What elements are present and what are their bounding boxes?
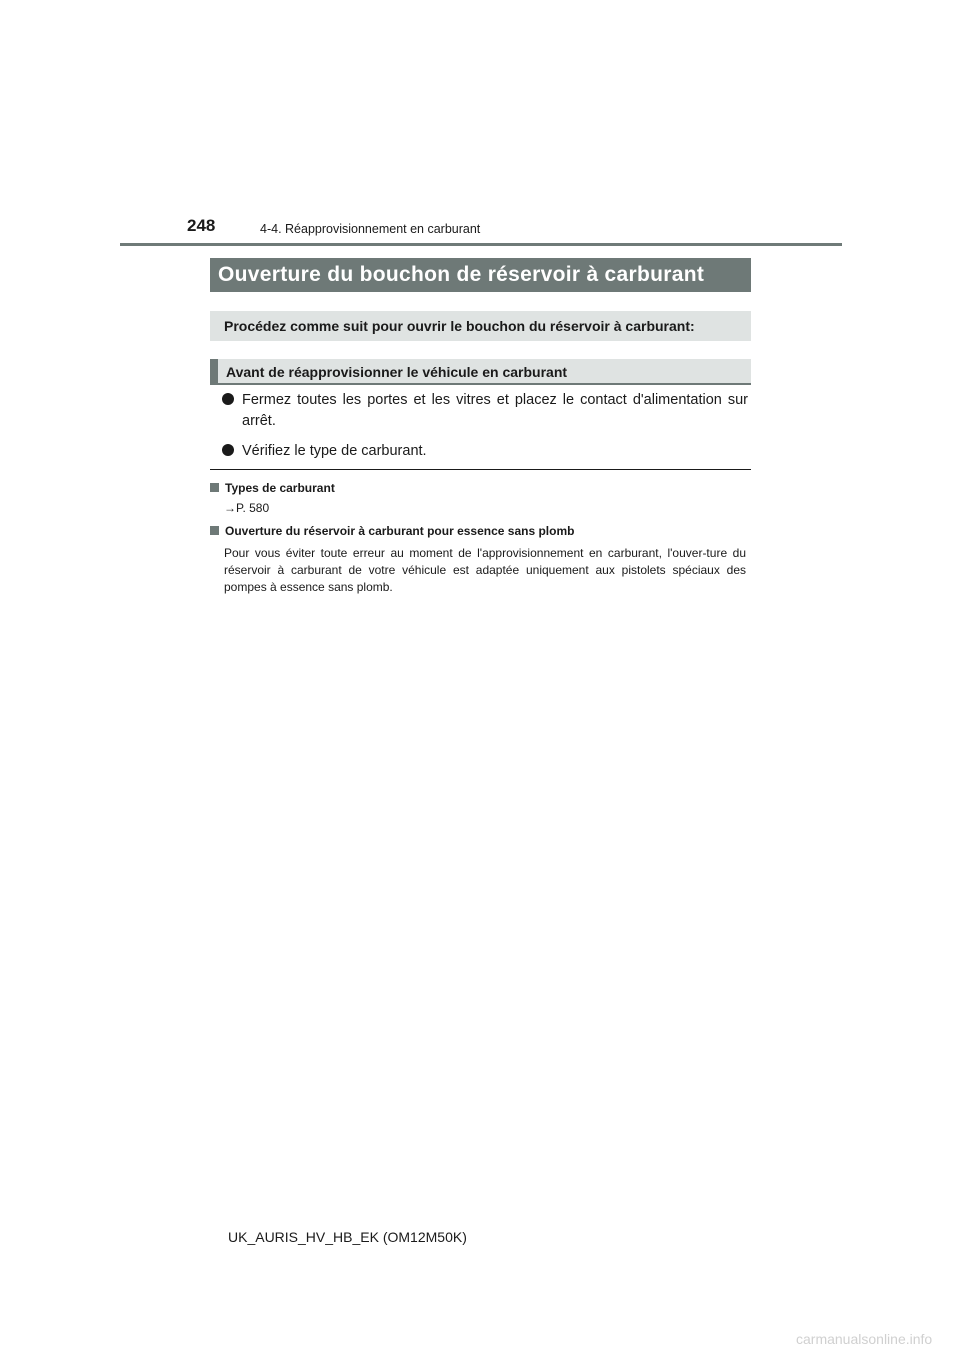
square-bullet-icon — [210, 483, 219, 492]
bullet-text: Fermez toutes les portes et les vitres et placez le contact d'alimentation sur arrêt. — [242, 392, 748, 429]
intro-box: Procédez comme suit pour ouvrir le bouchon du réservoir à carburant: — [210, 311, 751, 341]
list-item — [222, 390, 748, 432]
page-reference-link[interactable]: →P. 580 — [224, 501, 270, 515]
list-item — [222, 441, 748, 462]
bullet-icon — [222, 444, 234, 456]
note-heading — [210, 480, 335, 496]
bullet-icon — [222, 393, 234, 405]
section-reference: 4-4. Réapprovisionnement en carburant — [260, 222, 481, 236]
page-title: Ouverture du bouchon de réservoir à carburant — [210, 258, 751, 292]
note-body: Pour vous éviter toute erreur au moment de l'approvisionnement en carburant, l'ouver-ture du réservoir à carburant de votre véhicule est adaptée uniquement aux pistolets spéciaux des pompes à essence sans plomb. — [224, 546, 746, 594]
document-code: UK_AURIS_HV_HB_EK (OM12M50K) — [228, 1229, 467, 1245]
note-heading-text: Types de carburant — [225, 481, 335, 495]
note-heading-text: Ouverture du réservoir à carburant pour essence sans plomb — [225, 524, 575, 538]
header-divider — [120, 243, 842, 246]
bullet-list — [222, 390, 748, 471]
note-heading — [210, 523, 574, 539]
notes-divider — [210, 469, 751, 470]
subheading: Avant de réapprovisionner le véhicule en carburant — [210, 359, 751, 385]
bullet-text: Vérifiez le type de carburant. — [242, 443, 427, 459]
watermark: carmanualsonline.info — [796, 1331, 933, 1347]
square-bullet-icon — [210, 526, 219, 535]
page-number: 248 — [187, 216, 216, 235]
